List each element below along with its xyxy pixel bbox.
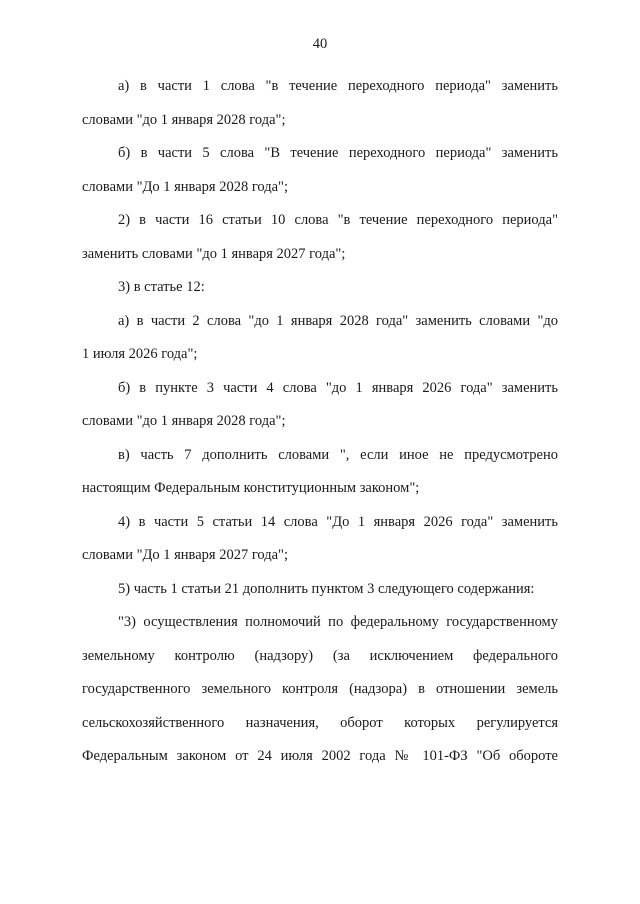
text-line: настоящим Федеральным конституционным законом"; bbox=[82, 480, 420, 496]
text-line: словами "До 1 января 2028 года"; bbox=[82, 178, 289, 195]
text-line: словами "до 1 января 2028 года"; bbox=[82, 413, 286, 429]
text-line: 4) в части 5 статьи 14 слова "До 1 января 2026 года" заменить bbox=[118, 513, 558, 530]
text-line: земельному контролю (надзору) (за исключением федерального bbox=[82, 647, 558, 664]
text-line: "3) осуществления полномочий по федеральному государственному bbox=[118, 614, 558, 630]
text-line: 5) часть 1 статьи 21 дополнить пунктом 3 следующего содержания: bbox=[118, 580, 535, 597]
text-line: а) в части 1 слова "в течение переходного периода" заменить bbox=[118, 78, 558, 94]
text-line: 1 июля 2026 года"; bbox=[82, 346, 198, 362]
page-number: 40 bbox=[312, 36, 328, 52]
text-line: б) в пункте 3 части 4 слова "до 1 января 2026 года" заменить bbox=[118, 379, 558, 396]
document-body bbox=[82, 70, 558, 774]
text-line: сельскохозяйственного назначения, оборот которых регулируется bbox=[82, 714, 558, 731]
text-line: б) в части 5 слова "В течение переходного периода" заменить bbox=[118, 145, 558, 161]
text-line: а) в части 2 слова "до 1 января 2028 года" заменить словами "до bbox=[118, 312, 558, 329]
text-line: 3) в статье 12: bbox=[118, 279, 205, 295]
text-line: 2) в части 16 статьи 10 слова "в течение переходного периода" bbox=[118, 212, 558, 228]
text-line: заменить словами "до 1 января 2027 года"; bbox=[82, 245, 346, 262]
text-line: Федеральным законом от 24 июля 2002 года № 101-ФЗ "Об обороте bbox=[82, 748, 558, 764]
text-line: в) часть 7 дополнить словами ", если иное не предусмотрено bbox=[118, 446, 558, 463]
text-line: словами "До 1 января 2027 года"; bbox=[82, 547, 289, 563]
text-line: государственного земельного контроля (надзора) в отношении земель bbox=[82, 681, 558, 697]
text-line: словами "до 1 января 2028 года"; bbox=[82, 111, 286, 128]
